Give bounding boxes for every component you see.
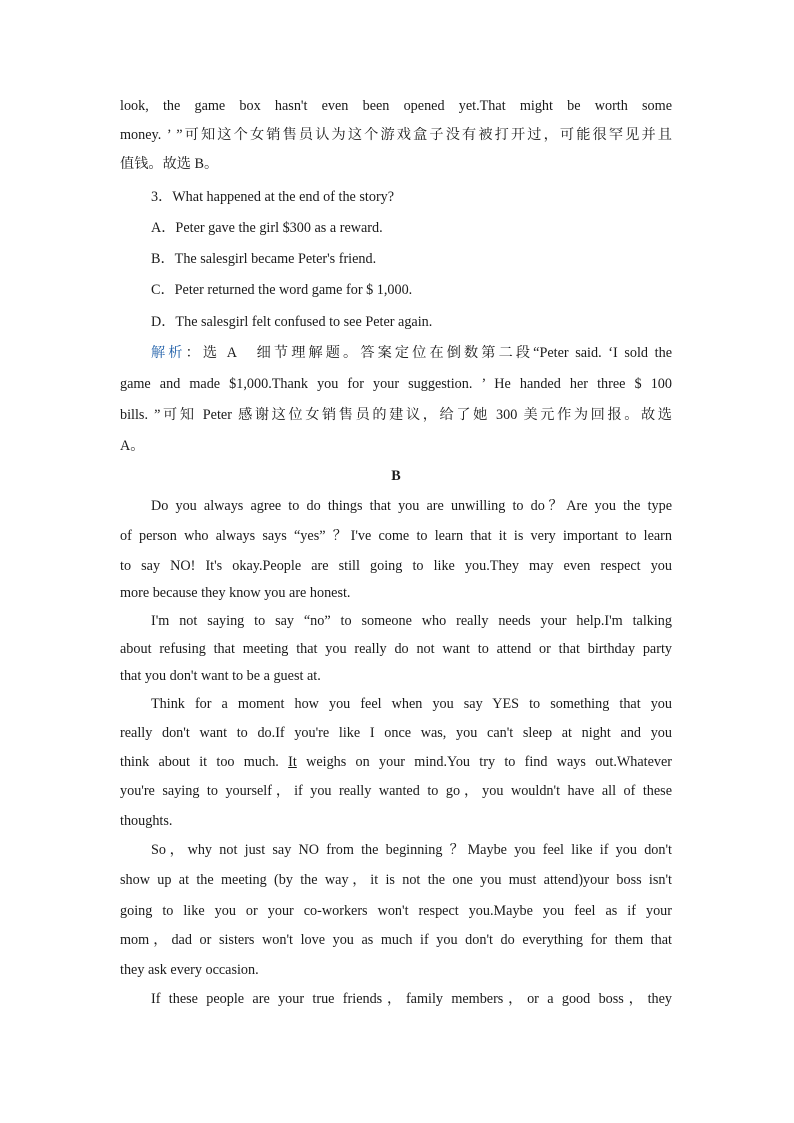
option-a: A．Peter gave the girl $300 as a reward. [151,220,383,236]
prev-answer-line-2: money. ’ ”可知这个女销售员认为这个游戏盒子没有被打开过，可能很罕见并且 [120,127,672,143]
analysis-line-2: game and made $1,000.Thank you for your suggestion. ’ He handed her three $ 100 [120,376,672,392]
passage-line-15: going to like you or your co-workers won't respect you.Maybe you feel as if your [120,903,672,919]
passage-line-10-pre: think about it too much. [120,754,289,770]
passage-line-11: you're saying to yourself，if you really wanted to go，you wouldn't have all of these [120,783,672,799]
passage-line-5: I'm not saying to say “no” to someone who really needs your help.I'm talking [151,613,672,629]
analysis-line-3: bills. ”可知 Peter 感谢这位女销售员的建议，给了她 300 美元作为回报。故选 [120,407,672,423]
analysis-label: 解析 [151,345,186,361]
underlined-it: It [288,754,297,770]
passage-line-13: So，why not just say NO from the beginning ？Maybe you feel like if you don't [151,842,672,858]
passage-line-9: really don't want to do.If you're like I once was, you can't sleep at night and you [120,725,672,741]
passage-line-14: show up at the meeting (by the way，it is not the one you must attend)your boss isn't [120,872,672,888]
passage-line-16: mom，dad or sisters won't love you as much if you don't do everything for them that [120,932,672,948]
passage-line-8: Think for a moment how you feel when you say YES to something that you [151,696,672,712]
prev-answer-line-3: 值钱。故选 B。 [120,156,219,172]
passage-line-12: thoughts. [120,813,173,829]
analysis-line-4: A。 [120,438,145,454]
passage-line-1: Do you always agree to do things that you are unwilling to do？Are you the type [151,498,672,514]
option-c: C．Peter returned the word game for $ 1,000. [151,282,413,298]
passage-line-18: If these people are your true friends，family members，or a good boss，they [151,991,672,1007]
prev-answer-line-1: look, the game box hasn't even been opened yet.That might be worth some [120,98,672,114]
section-b-heading: B [391,468,401,484]
passage-line-4: more because they know you are honest. [120,585,351,601]
option-b: B．The salesgirl became Peter's friend. [151,251,377,267]
passage-line-7: that you don't want to be a guest at. [120,668,321,684]
analysis-text-1: ：选 A 细节理解题。答案定位在倒数第二段“Peter said. ‘I sold the [185,345,672,361]
passage-line-10 [120,752,672,772]
passage-line-2: of person who always says “yes” ？I've come to learn that it is very important to learn [120,528,672,544]
passage-line-17: they ask every occasion. [120,962,259,978]
analysis-line-1 [120,343,672,363]
passage-line-3: to say NO! It's okay.People are still going to like you.They may even respect you [120,558,672,574]
question-3-stem: 3．What happened at the end of the story? [151,189,395,205]
option-d: D．The salesgirl felt confused to see Peter again. [151,314,433,330]
passage-line-10-post: weighs on your mind.You try to find ways out.Whatever [296,754,673,770]
passage-line-6: about refusing that meeting that you really do not want to attend or that birthday party [120,641,672,657]
